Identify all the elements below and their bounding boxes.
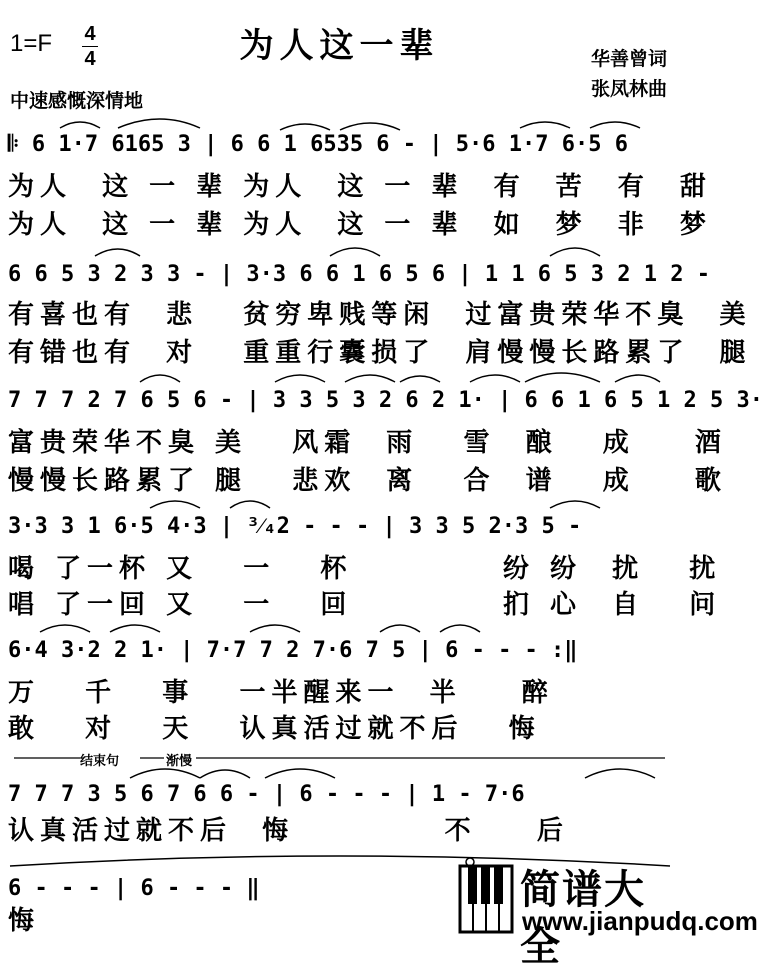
time-signature [80,22,100,71]
piano-keys-icon [458,864,514,934]
notation-line-2: 6 6 5 3 2 3 3 - | 3·3 6 6 1 6 5 6 | 1 1 6 5 3 2 1 2 - [8,262,710,287]
lyric-line-4b: 唱 了一回 又 一 回 扪 心 自 问 [8,590,722,620]
notation-line-4: 3·3 3 1 6·5 4·3 | ³⁄₄2 - - - | 3 3 5 2·3 5 - [8,514,582,539]
lyric-line-4a: 喝 了一杯 又 一 杯 纷 纷 扰 扰 [8,554,722,584]
tempo-marking: 中速感慨深情地 [10,90,144,112]
song-title: 为人这一辈 [239,26,440,66]
notation-line-6: 7 7 7 3 5 6 7 6 6 - | 6 - - - | 1 - 7·6 [8,782,525,807]
lyric-line-2b: 有错也有 对 重重行囊损了 肩慢慢长路累了 腿 [8,338,752,368]
lyric-line-5b: 敢 对 天 认真活过就不后 悔 [8,714,541,744]
notation-line-7: 6 - - - | 6 - - - ‖ [8,876,260,901]
lyric-line-2a: 有喜也有 悲 贫穷卑贱等闲 过富贵荣华不臭 美 [8,300,752,330]
notation-line-5: 6·4 3·2 2 1· | 7·7 7 2 7·6 7 5 | 6 - - - :‖ [8,638,578,663]
ending-tempo: 渐慢 [166,754,193,769]
ending-label: 结束句 [80,754,120,769]
time-signature-top: 4 [84,23,96,45]
lyric-line-7a: 悔 [8,906,41,936]
lyricist-credit: 华善曾词 [590,48,667,70]
logo-name: 简谱大全 [520,867,646,970]
time-signature-bottom: 4 [84,48,96,70]
lyric-line-1b: 为人 这 一 辈 为人 这 一 辈 如 梦 非 梦 [8,210,712,240]
lyric-line-3b: 慢慢长路累了 腿 悲欢 离 合 谱 成 歌 [8,466,727,496]
lyric-line-1a: 为人 这 一 辈 为人 这 一 辈 有 苦 有 甜 [8,172,712,202]
lyric-line-5a: 万 千 事 一半醒来一 半 醉 [8,678,554,708]
lyric-line-3a: 富贵荣华不臭 美 风霜 雨 雪 酿 成 酒 [8,428,727,458]
logo-url: www.jianpudq.com [522,906,758,936]
notation-line-3: 7 7 7 2 7 6 5 6 - | 3 3 5 3 2 6 2 1· | 6 6 1 6 5 1 2 5 3· [8,388,763,413]
site-logo[interactable] [458,858,758,970]
time-signature-divider [82,46,98,47]
notation-line-1: 𝄆 6 1·7 6165 3 | 6 6 1 6535 6 - | 5·6 1·7 6·5 6 [8,132,628,157]
composer-credit: 张凤林曲 [590,78,667,100]
lyric-line-6a: 认真活过就不后 悔 不 后 [8,816,569,846]
key-signature: 1=F [10,30,53,57]
